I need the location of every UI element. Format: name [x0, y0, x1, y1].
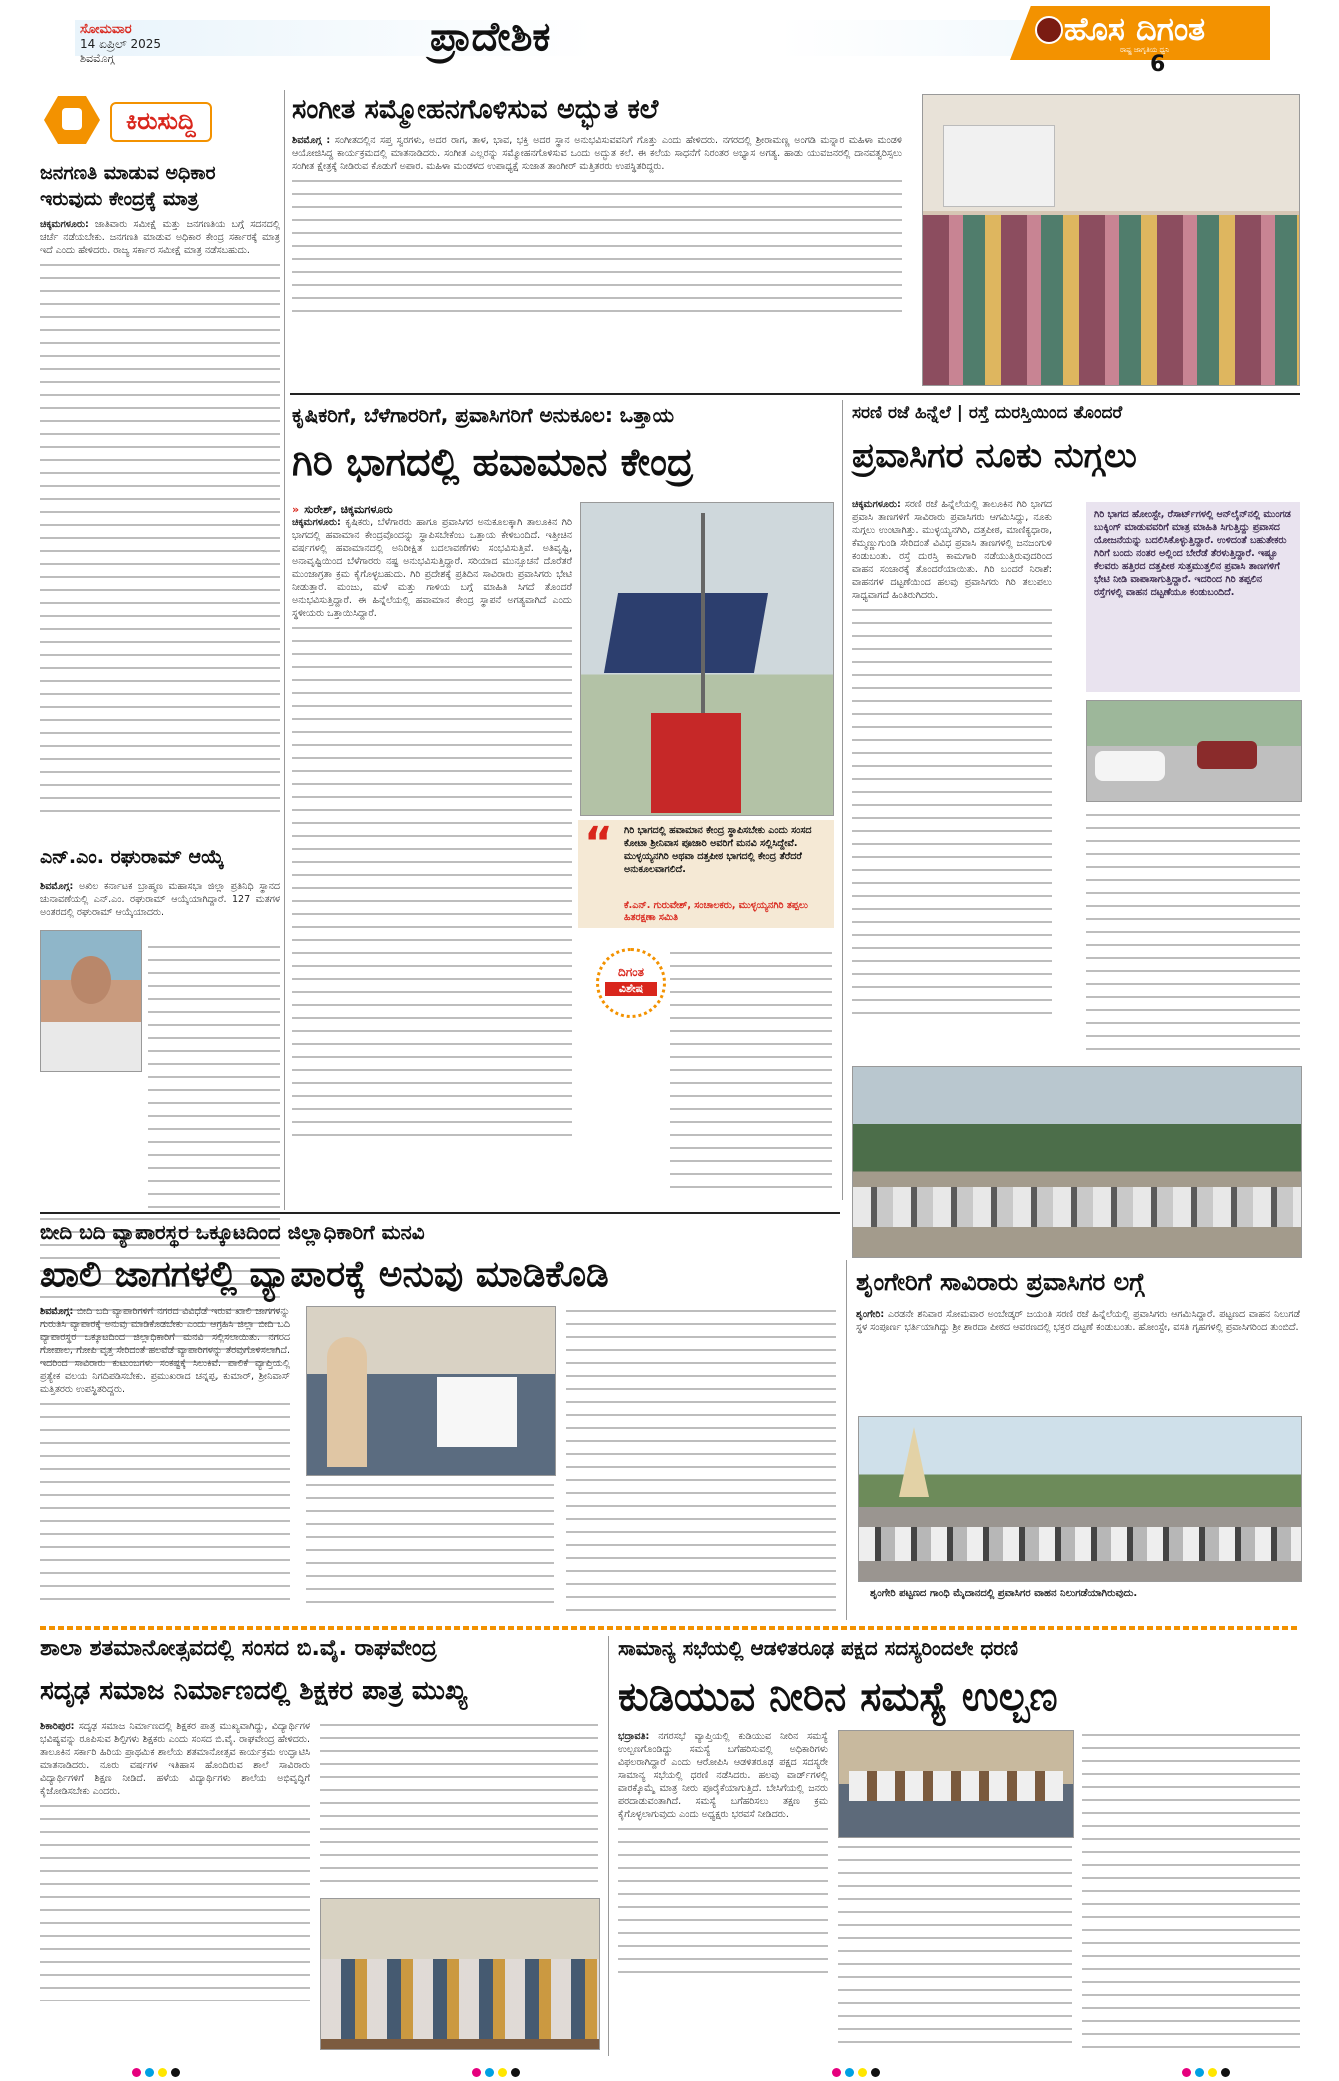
brief2-title: ಎನ್.ಎಂ. ರಘುರಾಮ್ ಆಯ್ಕೆ — [40, 846, 224, 868]
story2-story3-divider — [842, 400, 843, 1200]
story7-kicker: ಸಾಮಾನ್ಯ ಸಭೆಯಲ್ಲಿ ಆಡಳಿತರೂಢ ಪಕ್ಷದ ಸದಸ್ಯರಿಂದಲೇ ಧರಣಿ — [618, 1636, 1018, 1660]
registration-dots-2 — [470, 2062, 522, 2081]
story1-group-photo — [922, 94, 1300, 386]
registration-dots-1 — [130, 2062, 182, 2081]
divider-color-bar — [40, 1626, 1300, 1630]
story3-parking-photo — [852, 1066, 1302, 1258]
story4-body — [40, 1305, 290, 1615]
story1-headline: ಸಂಗೀತ ಸಮ್ಮೋಹನಗೊಳಿಸುವ ಅದ್ಭುತ ಕಲೆ — [292, 94, 659, 125]
story3-text-lines — [852, 605, 1052, 1025]
story7-council-photo — [838, 1730, 1074, 1838]
masthead-date: 14 ಏಪ್ರಿಲ್ 2025 — [80, 37, 162, 51]
story2-quote-author: ಕೆ.ಎನ್. ಗುರುವೇಶ್, ಸಂಚಾಲಕರು, ಮುಳ್ಳಯ್ಯನಗಿರಿ ತಪ್ಪಲು ಹಿತರಕ್ಷಣಾ ಸಮಿತಿ — [624, 900, 808, 923]
story2-body — [292, 516, 572, 1216]
story3-sidebar-text: ಗಿರಿ ಭಾಗದ ಹೋಂಸ್ಟೇ, ರೆಸಾರ್ಟ್‌ಗಳಲ್ಲಿ ಆನ್‌ಲೈನ್‌ನಲ್ಲಿ ಮುಂಗಡ ಬುಕ್ಕಿಂಗ್ ಮಾಡುವವರಿಗೆ ಮಾತ್ರ ಮಾಹಿತಿ ಸಿಗುತ್ತಿದ್ದು ಪ್ರವಾಸದ ಯೋಜನೆಯನ್ನು ಬದಲಿಸಿಕೊಳ್ಳುತ್ತಿದ್ದಾರೆ. ಉಳಿದಂತೆ ಬಹುತೇಕರು ಗಿರಿಗೆ ಬಂದು ನಂತರ ಅಲ್ಲಿಂದ ಬೇರೆಡೆ ತೆರಳುತ್ತಿದ್ದಾರೆ. ಇಷ್ಟೂ ಕೆಲವರು ಹತ್ತಿರದ ದತ್ತಪೀಠ ಸುತ್ತಮುತ್ತಲಿನ ಪ್ರವಾಸಿ ತಾಣಗಳಿಗೆ ಭೇಟಿ ನೀಡಿ ವಾಪಾಸಾಗುತ್ತಿದ್ದಾರೆ. ಇದರಿಂದ ಗಿರಿ ತಪ್ಪಲಿನ ರಸ್ತೆಗಳಲ್ಲಿ ವಾಹನ ದಟ್ಟಣೆಯೂ ಕಂಡುಬಂದಿದೆ. — [1094, 509, 1291, 598]
briefs-divider — [284, 90, 285, 1210]
brand-logo-icon — [1035, 16, 1063, 44]
seal-line1: ದಿಗಂತ — [618, 965, 644, 979]
story2-byline — [292, 498, 592, 517]
story6-headline: ಸದೃಢ ಸಮಾಜ ನಿರ್ಮಾಣದಲ್ಲಿ ಶಿಕ್ಷಕರ ಪಾತ್ರ ಮುಖ್ಯ — [40, 1676, 468, 1706]
story4-kicker: ಬೀದಿ ಬದಿ ವ್ಯಾಪಾರಸ್ಥರ ಒಕ್ಕೂಟದಿಂದ ಜಿಲ್ಲಾಧಿಕಾರಿಗೆ ಮನವಿ — [40, 1220, 425, 1244]
story2-text: ಕೃಷಿಕರು, ಬೆಳೆಗಾರರು ಹಾಗೂ ಪ್ರವಾಸಿಗರ ಅನುಕೂಲಕ್ಕಾಗಿ ತಾಲೂಕಿನ ಗಿರಿ ಭಾಗದಲ್ಲಿ ಹವಾಮಾನ ಕೇಂದ್ರವೊಂದನ್ನು ಸ್ಥಾಪಿಸಬೇಕೆಂಬ ಒತ್ತಾಯ ಕೇಳಿಬಂದಿದೆ. ಇತ್ತೀಚಿನ ವರ್ಷಗಳಲ್ಲಿ ಹವಾಮಾನದಲ್ಲಿ ಅನಿರೀಕ್ಷಿತ ಬದಲಾವಣೆಗಳು ಸಂಭವಿಸುತ್ತಿವೆ. ಅತಿವೃಷ್ಟಿ, ಅನಾವೃಷ್ಟಿಯಿಂದ ಬೆಳೆಗಾರರು ನಷ್ಟ ಅನುಭವಿಸುತ್ತಿದ್ದಾರೆ. ಸರಿಯಾದ ಮುನ್ಸೂಚನೆ ದೊರೆತರೆ ಮುಂಜಾಗ್ರತಾ ಕ್ರಮ ಕೈಗೊಳ್ಳಬಹುದು. ಗಿರಿ ಪ್ರದೇಶಕ್ಕೆ ಪ್ರತಿದಿನ ಸಾವಿರಾರು ಪ್ರವಾಸಿಗರು ಭೇಟಿ ನೀಡುತ್ತಾರೆ. ಮಂಜು, ಮಳೆ ಮತ್ತು ಗಾಳಿಯ ಬಗ್ಗೆ ಮಾಹಿತಿ ಸಿಗದೆ ತೊಂದರೆ ಅನುಭವಿಸುತ್ತಿದ್ದಾರೆ. ಈ ಹಿನ್ನೆಲೆಯಲ್ಲಿ ಹವಾಮಾನ ಕೇಂದ್ರ ಸ್ಥಾಪನೆ ಅಗತ್ಯವಾಗಿದೆ ಎಂದು ಸ್ಥಳೀಯರು ಒತ್ತಾಯಿಸಿದ್ದಾರೆ. — [292, 517, 572, 619]
story1-text: ಸಂಗೀತದಲ್ಲಿನ ಸಪ್ತ ಸ್ವರಗಳು, ಅದರ ರಾಗ, ತಾಳ, ಭಾವ, ಭಕ್ತಿ ಅದರ ಸ್ಥಾನ ಅನುಭವಿಸುವವನಿಗೆ ಗೊತ್ತು ಎಂದು ಹೇಳಿದರು. ನಗರದಲ್ಲಿ ಶ್ರೀರಾಮಣ್ಣ ಅಂಗಡಿ ಮನ್ನಾರ ಮಹಿಳಾ ಮಂಡಳಿ ಆಯೋಜಿಸಿದ್ದ ಕಾರ್ಯಕ್ರಮದಲ್ಲಿ ಮಾತನಾಡಿದರು. ಸಂಗೀತ ಎಲ್ಲರನ್ನು ಸಮ್ಮೋಹನಗೊಳಿಸುವ ಒಂದು ಅದ್ಭುತ ಕಲೆ. ಈ ಕಲೆಯ ಸಾಧನೆಗೆ ನಿರಂತರ ಅಭ್ಯಾಸ ಅಗತ್ಯ. ಹಾಡು ಯುವಜನರಲ್ಲಿ ದಾನವತ್ವರಿಸ್ಸಲು ಸಂಗೀತ ಕ್ಷೇತ್ರಕ್ಕೆ ನೀಡಿರುವ ಕೊಡುಗೆ ಅಪಾರ. ಮಹಿಳಾ ಮಂಡಳದ ಉಪಾಧ್ಯಕ್ಷೆ ಸುಜಾತ ತಾಂಗೀರ್ ಮತ್ತಿತರರು ಉಪಸ್ಥಿತರಿದ್ದರು. — [292, 135, 902, 172]
byline-arrow-icon: » — [292, 503, 300, 516]
brief1-text: ಜಾತಿವಾರು ಸಮೀಕ್ಷೆ ಮತ್ತು ಜನಗಣತಿಯ ಬಗ್ಗೆ ಸದನದಲ್ಲಿ ಚರ್ಚೆ ನಡೆಯಬೇಕು. ಜನಗಣತಿ ಮಾಡುವ ಅಧಿಕಾರ ಕೇಂದ್ರ ಸರ್ಕಾರಕ್ಕೆ ಮಾತ್ರ ಇದೆ ಎಂದು ಹೇಳಿದರು. ರಾಜ್ಯ ಸರ್ಕಾರ ಸಮೀಕ್ಷೆ ಮಾತ್ರ ನಡೆಸಬಹುದು. — [40, 219, 280, 256]
story6-text-lines-right — [320, 1720, 598, 1890]
story2-byline-text: ಸುರೇಶ್, ಚಿಕ್ಕಮಗಳೂರು — [304, 503, 393, 516]
seal-line2: ವಿಶೇಷ — [605, 982, 657, 996]
story4-text: ಬೀದಿ ಬದಿ ವ್ಯಾಪಾರಿಗಳಿಗೆ ನಗರದ ವಿವಿಧೆಡೆ ಇರುವ ಖಾಲಿ ಜಾಗಗಳನ್ನು ಗುರುತಿಸಿ ವ್ಯಾಪಾರಕ್ಕೆ ಅನುವು ಮಾಡಿಕೊಡಬೇಕು ಎಂದು ಆಗ್ರಹಿಸಿ ಜಿಲ್ಲಾ ಬೀದಿ ಬದಿ ವ್ಯಾಪಾರಸ್ಥರ ಒಕ್ಕೂಟದಿಂದ ಜಿಲ್ಲಾಧಿಕಾರಿಗೆ ಮನವಿ ಸಲ್ಲಿಸಲಾಯಿತು. ನಗರದ ಗೋಪಾಲ, ಗೋಪಿ ವೃತ್ತ ಸೇರಿದಂತೆ ಹಲವೆಡೆ ವ್ಯಾಪಾರಿಗಳನ್ನು ತೆರವುಗೊಳಿಸಲಾಗಿದೆ. ಇದರಿಂದ ಸಾವಿರಾರು ಕುಟುಂಬಗಳು ಸಂಕಷ್ಟಕ್ಕೆ ಸಿಲುಕಿವೆ. ಪಾಲಿಕೆ ವ್ಯಾಪ್ತಿಯಲ್ಲಿ ಪ್ರತ್ಯೇಕ ವಲಯ ನಿಗದಿಪಡಿಸಬೇಕು. ಪ್ರಮುಖರಾದ ಚನ್ನಪ್ಪ, ಕುಮಾರ್, ಶ್ರೀನಿವಾಸ್ ಮತ್ತಿತರರು ಉಪಸ್ಥಿತರಿದ್ದರು. — [40, 1306, 290, 1395]
page-number: 6 — [1150, 52, 1166, 77]
story3-body — [852, 498, 1052, 1063]
rule-above-story4 — [40, 1212, 840, 1214]
story7-place: ಭದ್ರಾವತಿ: — [618, 1731, 650, 1742]
story4-place: ಶಿವಮೊಗ್ಗ: — [40, 1306, 74, 1317]
story6-place: ಶಿಕಾರಿಪುರ: — [40, 1721, 75, 1732]
brief1-place: ಚಿಕ್ಕಮಗಳೂರು: — [40, 219, 89, 230]
story2-quote-box — [578, 820, 834, 928]
story3-sidebar — [1086, 502, 1300, 692]
story4-story5-divider — [846, 1260, 847, 1620]
weather-station-photo — [580, 502, 834, 816]
brief2-place: ಶಿವಮೊಗ್ಗ: — [40, 881, 74, 892]
story4-text-lines-mid — [306, 1480, 554, 1614]
rule-below-story1 — [290, 393, 1300, 395]
story1-place: ಶಿವಮೊಗ್ಗ : — [292, 135, 331, 146]
story5-text: ಎರಡನೇ ಶನಿವಾರ ಸೋಮವಾರ ಅಂಬೇಡ್ಕರ್ ಜಯಂತಿ ಸರಣಿ ರಜೆ ಹಿನ್ನೆಲೆಯಲ್ಲಿ ಪ್ರವಾಸಿಗರು ಆಗಮಿಸಿದ್ದಾರೆ. ಪಟ್ಟಣದ ವಾಹನ ನಿಲುಗಡೆ ಸ್ಥಳ ಸಂಪೂರ್ಣ ಭರ್ತಿಯಾಗಿದ್ದು ಶ್ರೀ ಶಾರದಾ ಪೀಠದ ಆವರಣದಲ್ಲಿ ಭಕ್ತರ ದಟ್ಟಣೆ ಕಂಡುಬಂತು. ಹೋಂಸ್ಟೇ, ವಸತಿ ಗೃಹಗಳಲ್ಲಿ ಪ್ರವಾಸಿಗರಿಂದ ತುಂಬಿದೆ. — [856, 1309, 1300, 1333]
story7-text-lines-mid — [838, 1842, 1072, 2050]
story3-text-lines-right — [1086, 810, 1300, 1060]
masthead-city: ಶಿವಮೊಗ್ಗ — [80, 52, 115, 65]
brief2-text-lines-a — [148, 942, 280, 1212]
section-title: ಪ್ರಾದೇಶಿಕ — [430, 14, 551, 60]
story6-kicker: ಶಾಲಾ ಶತಮಾನೋತ್ಸವದಲ್ಲಿ ಸಂಸದ ಬಿ.ವೈ. ರಾಘವೇಂದ್ರ — [40, 1636, 437, 1661]
story7-headline: ಕುಡಿಯುವ ನೀರಿನ ಸಮಸ್ಯೆ ಉಲ್ಬಣ — [618, 1674, 1058, 1720]
sringeri-photo — [858, 1416, 1302, 1582]
brief1-text-lines — [40, 260, 280, 820]
masthead-day: ಸೋಮವಾರ — [80, 22, 132, 37]
story2-quote-text: ಗಿರಿ ಭಾಗದಲ್ಲಿ ಹವಾಮಾನ ಕೇಂದ್ರ ಸ್ಥಾಪಿಸಬೇಕು ಎಂದು ಸಂಸದ ಕೋಟಾ ಶ್ರೀನಿವಾಸ ಪೂಜಾರಿ ಅವರಿಗೆ ಮನವಿ ಸಲ್ಲಿಸಿದ್ದೇವೆ. ಮುಳ್ಳಯ್ಯನಗಿರಿ ಅಥವಾ ದತ್ತಪೀಠ ಭಾಗದಲ್ಲಿ ಕೇಂದ್ರ ತೆರೆದರೆ ಅನುಕೂಲವಾಗಲಿದೆ. — [624, 825, 812, 875]
story2-headline: ಗಿರಿ ಭಾಗದಲ್ಲಿ ಹವಾಮಾನ ಕೇಂದ್ರ — [292, 440, 694, 484]
story2-text-lines-right — [670, 948, 832, 1188]
story7-text-lines-right — [1082, 1730, 1300, 2050]
story1-body — [292, 134, 902, 384]
story6-body — [40, 1720, 310, 2050]
story5-caption: ಶೃಂಗೇರಿ ಪಟ್ಟಣದ ಗಾಂಧಿ ಮೈದಾನದಲ್ಲಿ ಪ್ರವಾಸಿಗರ ವಾಹನ ನಿಲುಗಡೆಯಾಗಿರುವುದು. — [870, 1588, 1138, 1599]
masthead-date-block — [80, 22, 200, 66]
masthead — [0, 0, 1339, 80]
story2-text-lines — [292, 623, 572, 1143]
briefs-hand-icon — [44, 96, 100, 144]
brief1-title: ಜನಗಣತಿ ಮಾಡುವ ಅಧಿಕಾರ ಇರುವುದು ಕೇಂದ್ರಕ್ಕೆ ಮಾತ್ರ — [40, 162, 216, 210]
story7-text-lines — [618, 1824, 828, 1974]
story6-event-photo — [320, 1898, 600, 2050]
briefs-label — [110, 102, 212, 142]
story6-story7-divider — [608, 1636, 609, 2056]
story3-cars-photo — [1086, 700, 1302, 802]
story4-headline: ಖಾಲಿ ಜಾಗಗಳಲ್ಲಿ ವ್ಯಾಪಾರಕ್ಕೆ ಅನುವು ಮಾಡಿಕೊಡಿ — [40, 1254, 609, 1295]
story3-headline: ಪ್ರವಾಸಿಗರ ನೂಕು ನುಗ್ಗಲು — [852, 436, 1137, 476]
story6-text-lines — [40, 1801, 310, 2001]
story5-body — [856, 1308, 1300, 1412]
digantha-special-seal — [596, 948, 666, 1018]
story5-headline: ಶೃಂಗೇರಿಗೆ ಸಾವಿರಾರು ಪ್ರವಾಸಿಗರ ಲಗ್ಗೆ — [856, 1268, 1145, 1296]
story7-text: ನಗರಸಭೆ ವ್ಯಾಪ್ತಿಯಲ್ಲಿ ಕುಡಿಯುವ ನೀರಿನ ಸಮಸ್ಯೆ ಉಲ್ಬಣಗೊಂಡಿದ್ದು ಸಮಸ್ಯೆ ಬಗೆಹರಿಸುವಲ್ಲಿ ಅಧಿಕಾರಿಗಳು ವಿಫಲರಾಗಿದ್ದಾರೆ ಎಂದು ಆರೋಪಿಸಿ ಆಡಳಿತರೂಢ ಪಕ್ಷದ ಸದಸ್ಯರೇ ಸಾಮಾನ್ಯ ಸಭೆಯಲ್ಲಿ ಧರಣಿ ನಡೆಸಿದರು. ಹಲವು ವಾರ್ಡ್‌ಗಳಲ್ಲಿ ವಾರಕ್ಕೊಮ್ಮೆ ಮಾತ್ರ ನೀರು ಪೂರೈಕೆಯಾಗುತ್ತಿದೆ. ಬೇಸಿಗೆಯಲ್ಲಿ ಜನರು ಪರದಾಡುವಂತಾಗಿದೆ. ಸಮಸ್ಯೆ ಬಗೆಹರಿಸಲು ತಕ್ಷಣ ಕ್ರಮ ಕೈಗೊಳ್ಳಲಾಗುವುದು ಎಂದು ಅಧ್ಯಕ್ಷರು ಭರವಸೆ ನೀಡಿದರು. — [618, 1731, 828, 1820]
raghuram-portrait — [40, 930, 142, 1072]
brand-name: ಹೊಸ ದಿಗಂತ — [1064, 10, 1206, 48]
story5-place: ಶೃಂಗೇರಿ: — [856, 1309, 885, 1320]
story4-memorandum-photo — [306, 1306, 556, 1476]
story2-kicker: ಕೃಷಿಕರಿಗೆ, ಬೆಳೆಗಾರರಿಗೆ, ಪ್ರವಾಸಿಗರಿಗೆ ಅನುಕೂಲ: ಒತ್ತಾಯ — [292, 403, 675, 427]
story3-text: ಸರಣಿ ರಜೆ ಹಿನ್ನೆಲೆಯಲ್ಲಿ ತಾಲೂಕಿನ ಗಿರಿ ಭಾಗದ ಪ್ರವಾಸಿ ತಾಣಗಳಿಗೆ ಸಾವಿರಾರು ಪ್ರವಾಸಿಗರು ಆಗಮಿಸಿದ್ದು, ನೂಕು ನುಗ್ಗಲು ಉಂಟಾಗಿತ್ತು. ಮುಳ್ಳಯ್ಯನಗಿರಿ, ದತ್ತಪೀಠ, ಮಾಣಿಕ್ಯಧಾರಾ, ಕೆಮ್ಮಣ್ಣುಗುಂಡಿ ಸೇರಿದಂತೆ ವಿವಿಧ ಪ್ರವಾಸಿ ತಾಣಗಳಲ್ಲಿ ಜನಜಂಗುಳಿ ಕಂಡುಬಂತು. ರಸ್ತೆ ದುರಸ್ತಿ ಕಾಮಗಾರಿ ನಡೆಯುತ್ತಿರುವುದರಿಂದ ವಾಹನ ಸಂಚಾರಕ್ಕೆ ತೊಂದರೆಯಾಯಿತು. ಗಿರಿ ಬಂದರೆ ನಿರಾಶೆ: ವಾಹನಗಳ ದಟ್ಟಣೆಯಿಂದ ಹಲವು ಪ್ರವಾಸಿಗರು ಗಿರಿ ತಲುಪಲು ಸಾಧ್ಯವಾಗದೆ ಹಿಂತಿರುಗಿದರು. — [852, 499, 1052, 601]
story2-place: ಚಿಕ್ಕಮಗಳೂರು: — [292, 517, 341, 528]
registration-dots-4 — [1180, 2062, 1232, 2081]
story6-text: ಸದೃಢ ಸಮಾಜ ನಿರ್ಮಾಣದಲ್ಲಿ ಶಿಕ್ಷಕರ ಪಾತ್ರ ಮುಖ್ಯವಾಗಿದ್ದು, ವಿದ್ಯಾರ್ಥಿಗಳ ಭವಿಷ್ಯವನ್ನು ರೂಪಿಸುವ ಶಿಲ್ಪಿಗಳು ಶಿಕ್ಷಕರು ಎಂದು ಸಂಸದ ಬಿ.ವೈ. ರಾಘವೇಂದ್ರ ಹೇಳಿದರು. ತಾಲೂಕಿನ ಸರ್ಕಾರಿ ಹಿರಿಯ ಪ್ರಾಥಮಿಕ ಶಾಲೆಯ ಶತಮಾನೋತ್ಸವ ಕಾರ್ಯಕ್ರಮ ಉದ್ಘಾಟಿಸಿ ಮಾತನಾಡಿದರು. ನೂರು ವರ್ಷಗಳ ಇತಿಹಾಸ ಹೊಂದಿರುವ ಶಾಲೆ ಸಾವಿರಾರು ವಿದ್ಯಾರ್ಥಿಗಳಿಗೆ ಶಿಕ್ಷಣ ನೀಡಿದೆ. ಹಳೆಯ ವಿದ್ಯಾರ್ಥಿಗಳು ಶಾಲೆಯ ಅಭಿವೃದ್ಧಿಗೆ ಕೈಜೋಡಿಸಬೇಕು ಎಂದರು. — [40, 1721, 310, 1797]
quote-mark-icon: “ — [584, 818, 613, 869]
story7-body — [618, 1730, 828, 2050]
story3-kicker: ಸರಣಿ ರಜೆ ಹಿನ್ನೆಲೆ | ರಸ್ತೆ ದುರಸ್ತಿಯಿಂದ ತೊಂದರೆ — [852, 403, 1123, 423]
briefs-label-text: ಕಿರುಸುದ್ದಿ — [126, 107, 196, 135]
story3-place: ಚಿಕ್ಕಮಗಳೂರು: — [852, 499, 901, 510]
story4-text-lines — [40, 1399, 290, 1609]
brief1-body — [40, 218, 280, 833]
story4-text-lines-right — [566, 1306, 836, 1616]
registration-dots-3 — [830, 2062, 882, 2081]
brand-tagline: ರಾಷ್ಟ್ರ ಜಾಗೃತಿಯ ಧ್ವನಿ — [1120, 46, 1170, 54]
story1-text-lines — [292, 176, 902, 316]
brief2-text: ಅಖಿಲ ಕರ್ನಾಟಕ ಬ್ರಾಹ್ಮಣ ಮಹಾಸಭಾ ಜಿಲ್ಲಾ ಪ್ರತಿನಿಧಿ ಸ್ಥಾನದ ಚುನಾವಣೆಯಲ್ಲಿ ಎನ್.ಎಂ. ರಘುರಾಮ್ ಆಯ್ಕೆಯಾಗಿದ್ದಾರೆ. 127 ಮತಗಳ ಅಂತರದಲ್ಲಿ ರಘುರಾಮ್ ಆಯ್ಕೆಯಾದರು. — [40, 881, 280, 918]
